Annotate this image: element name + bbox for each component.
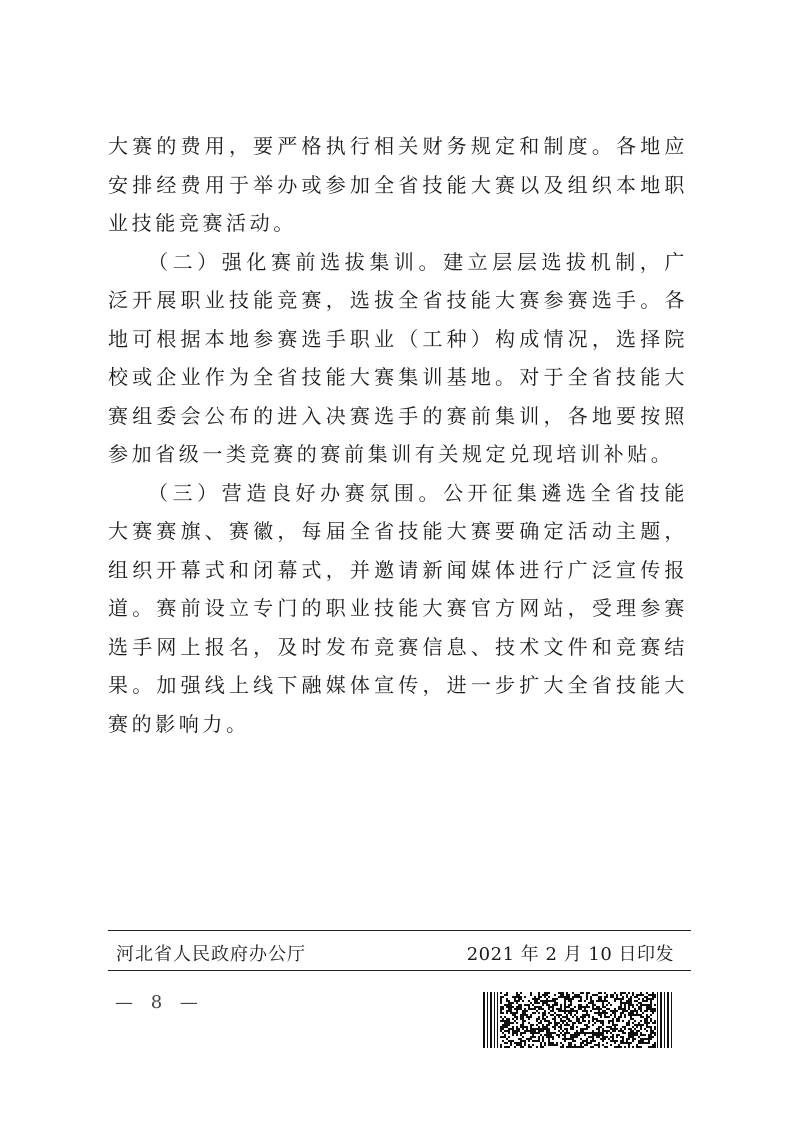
issuer-name: 河北省人民政府办公厅 [116,944,306,965]
footer-top-rule [108,930,691,931]
paragraph-continuation: 大赛的费用，要严格执行相关财务规定和制度。各地应安排经费用于举办或参加全省技能大赛以及组织本地职业技能竞赛活动。 [108,134,688,235]
document-body [108,127,688,743]
paragraph-pre-competition-training: （二）强化赛前选拔集训。建立层层选拔机制，广泛开展职业技能竞赛，选拔全省技能大赛参赛选手。各地可根据本地参赛选手职业（工种）构成情况，选择院校或企业作为全省技能大赛集训基地。对于全省技能大赛组委会公布的进入决赛选手的赛前集训，各地要按照参加省级一类竞赛的赛前集训有关规定兑现培训补贴。 [108,249,688,466]
footer-bottom-rule [108,970,691,971]
issue-date: 2021 年 2 月 10 日印发 [466,944,674,965]
paragraph-competition-atmosphere: （三）营造良好办赛氛围。公开征集遴选全省技能大赛赛旗、赛徽，每届全省技能大赛要确定活动主题，组织开幕式和闭幕式，并邀请新闻媒体进行广泛宣传报道。赛前设立专门的职业技能大赛官方网站，受理参赛选手网上报名，及时发布竞赛信息、技术文件和竞赛结果。加强线上线下融媒体宣传，进一步扩大全省技能大赛的影响力。 [108,480,688,736]
page-number: — 8 — [115,992,204,1013]
barcode-icon [483,992,673,1048]
